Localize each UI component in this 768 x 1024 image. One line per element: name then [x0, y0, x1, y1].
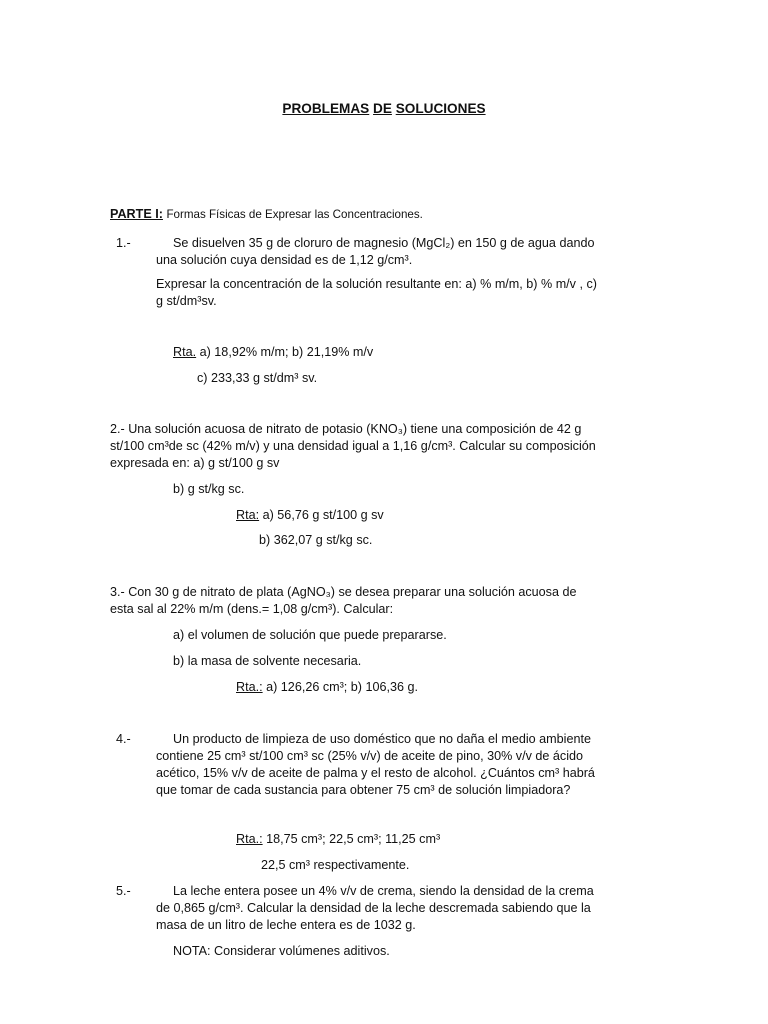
title-word-1: PROBLEMAS	[282, 101, 370, 116]
problem-3-line-1: 3.- Con 30 g de nitrato de plata (AgNO₃) se desea preparar una solución acuosa de	[110, 585, 577, 599]
problem-1-question-line-2: g st/dm³sv.	[156, 294, 217, 308]
problem-1-line-1: Se disuelven 35 g de cloruro de magnesio (MgCl₂) en 150 g de agua dando	[173, 236, 595, 250]
problem-4-statement	[156, 731, 659, 799]
problem-5-line-2: de 0,865 g/cm³. Calcular la densidad de la leche descremada sabiendo que la	[156, 901, 591, 915]
problem-2-answer-line-2: b) 362,07 g st/kg sc.	[259, 533, 373, 547]
problem-2-answer-line-1: a) 56,76 g st/100 g sv	[262, 508, 384, 522]
problem-3-item-a: a) el volumen de solución que puede prepararse.	[173, 628, 447, 642]
problem-3-item-b: b) la masa de solvente necesaria.	[173, 654, 362, 668]
part-label: PARTE I:	[110, 207, 163, 221]
problem-4-answer-label: Rta.:	[236, 832, 263, 846]
problem-1-answer-label: Rta.	[173, 345, 197, 359]
problem-1-question-line-1: Expresar la concentración de la solución resultante en: a) % m/m, b) % m/v , c)	[156, 277, 597, 291]
problem-4-line-3: acético, 15% v/v de aceite de palma y el resto de alcohol. ¿Cuántos cm³ habrá	[156, 766, 595, 780]
problem-2-line-3: expresada en: a) g st/100 g sv	[110, 456, 280, 470]
problem-2-line-1: 2.- Una solución acuosa de nitrato de potasio (KNO₃) tiene una composición de 42 g	[110, 422, 582, 436]
problem-3-line-2: esta sal al 22% m/m (dens.= 1,08 g/cm³). Calcular:	[110, 602, 394, 616]
problem-2-answer-label: Rta:	[236, 508, 260, 522]
problem-1-statement	[156, 235, 659, 269]
part-heading	[110, 206, 423, 223]
problem-4-answer	[236, 831, 440, 848]
problem-2-line-2: st/100 cm³de sc (42% m/v) y una densidad igual a 1,16 g/cm³. Calcular su composición	[110, 439, 596, 453]
problem-1-line-2: una solución cuya densidad es de 1,12 g/cm³.	[156, 253, 413, 267]
problem-2-line-4: b) g st/kg sc.	[173, 482, 245, 496]
problem-3-answer-line-1: a) 126,26 cm³; b) 106,36 g.	[266, 680, 419, 694]
problem-5-number: 5.-	[116, 884, 131, 898]
problem-4-answer-line-1: 18,75 cm³; 22,5 cm³; 11,25 cm³	[266, 832, 441, 846]
problem-5-note: NOTA: Considerar volúmenes aditivos.	[173, 944, 390, 958]
problem-4-number: 4.-	[116, 732, 131, 746]
problem-1-number: 1.-	[116, 236, 131, 250]
problem-1-answer-line-2: c) 233,33 g st/dm³ sv.	[197, 371, 318, 385]
problem-5-line-3: masa de un litro de leche entera es de 1032 g.	[156, 918, 416, 932]
problem-5-statement	[156, 883, 659, 934]
title-word-3: SOLUCIONES	[395, 101, 486, 116]
problem-2-answer	[236, 507, 384, 524]
problem-3-answer	[236, 679, 418, 696]
problem-4-line-4: que tomar de cada sustancia para obtener 75 cm³ de solución limpiadora?	[156, 783, 571, 797]
problem-1-answer	[173, 344, 373, 361]
problem-1-question	[156, 276, 659, 310]
problem-2-statement	[110, 421, 659, 472]
part-text: Formas Físicas de Expresar las Concentraciones.	[166, 208, 423, 221]
problem-4-line-1: Un producto de limpieza de uso doméstico que no daña el medio ambiente	[173, 732, 591, 746]
title-word-2: DE	[373, 101, 392, 116]
problem-3-answer-label: Rta.:	[236, 680, 263, 694]
problem-3-statement	[110, 584, 659, 618]
problem-4-answer-line-2: 22,5 cm³ respectivamente.	[261, 858, 410, 872]
problem-4-line-2: contiene 25 cm³ st/100 cm³ sc (25% v/v) de aceite de pino, 30% v/v de ácido	[156, 749, 584, 763]
page-title	[0, 100, 768, 117]
problem-1-answer-line-1: a) 18,92% m/m; b) 21,19% m/v	[199, 345, 374, 359]
problem-5-line-1: La leche entera posee un 4% v/v de crema, siendo la densidad de la crema	[173, 884, 594, 898]
